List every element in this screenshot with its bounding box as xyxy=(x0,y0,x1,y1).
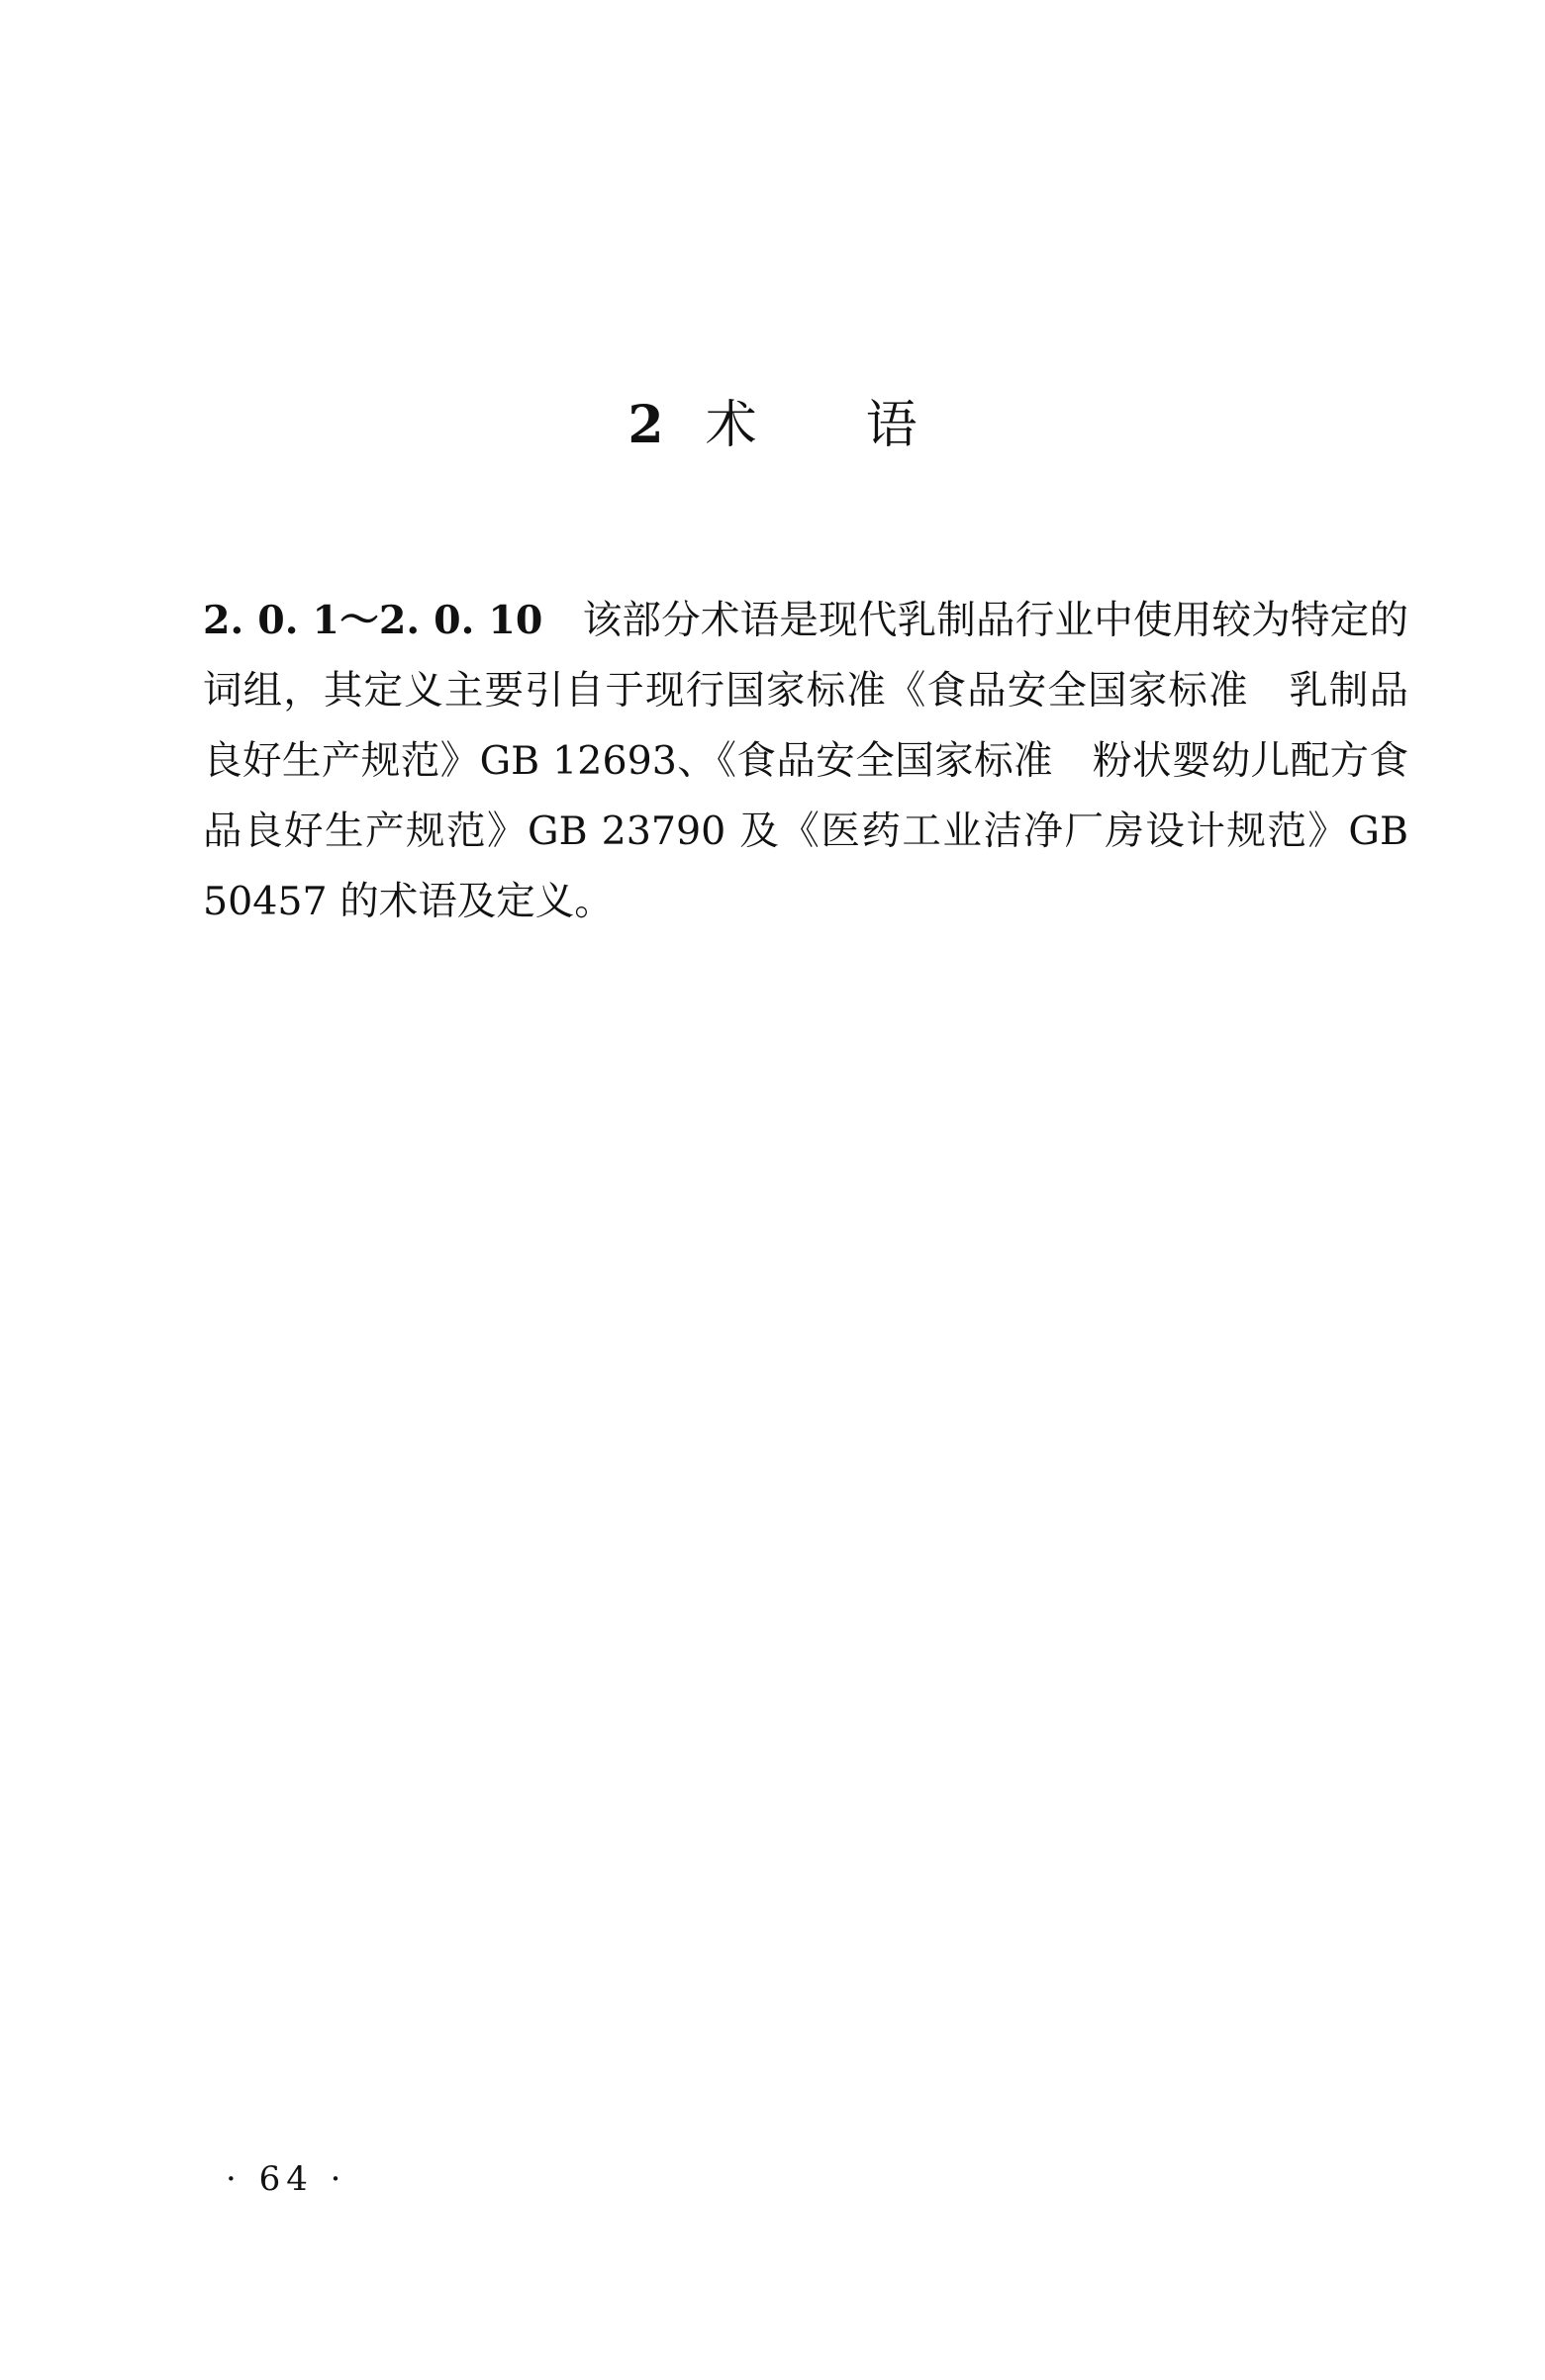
chapter-number: 2 xyxy=(628,395,664,455)
page-number: · 64 · xyxy=(226,2159,347,2199)
clause-number: 2. 0. 1～2. 0. 10 xyxy=(203,598,543,643)
chapter-title-part2: 语 xyxy=(865,396,917,455)
chapter-title xyxy=(0,391,1545,460)
clause-paragraph xyxy=(203,586,1408,937)
chapter-title-part1: 术 xyxy=(705,396,757,455)
clause-text: 该部分术语是现代乳制品行业中使用较为特定的词组，其定义主要引自于现行国家标准《食品安全国家标准 乳制品良好生产规范》GB 12693、《食品安全国家标准 粉状婴幼儿配方食品良好生产规范》GB 23790 及《医药工业洁净厂房设计规范》GB 50457 的术语及定义。 xyxy=(203,598,1409,924)
